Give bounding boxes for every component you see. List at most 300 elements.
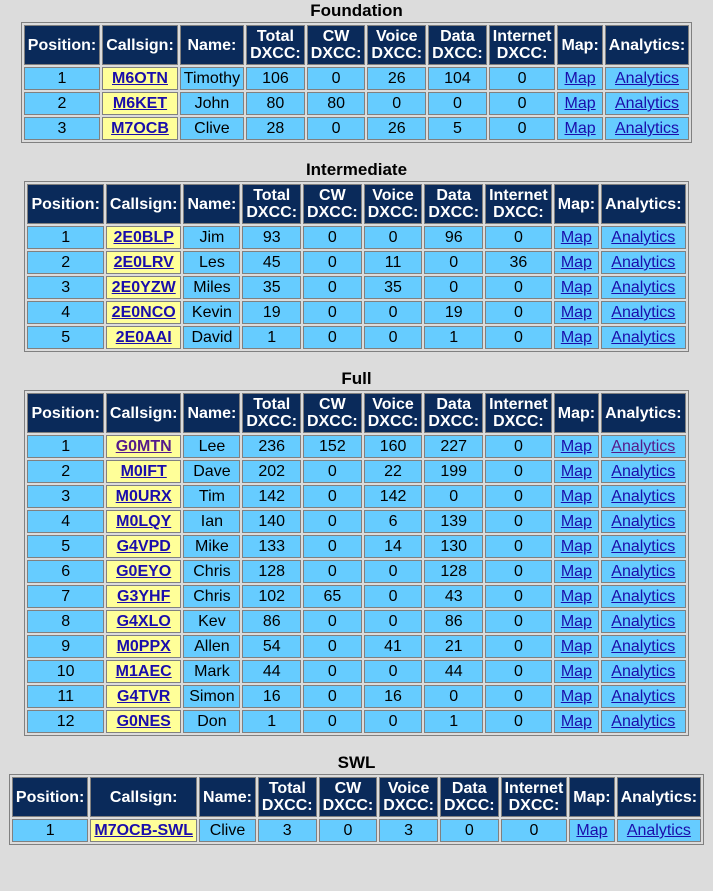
header-analytics: Analytics: <box>601 393 685 433</box>
map-cell <box>554 685 599 708</box>
total-dxcc-cell: 106 <box>246 67 305 90</box>
position-cell: 12 <box>27 710 103 733</box>
callsign-link[interactable]: 2E0YZW <box>111 279 176 296</box>
data-dxcc-cell: 0 <box>424 276 483 299</box>
data-dxcc-cell: 0 <box>440 819 499 842</box>
header-internet <box>485 184 552 224</box>
callsign-cell <box>106 585 182 608</box>
data-dxcc-cell: 104 <box>428 67 487 90</box>
callsign-cell <box>102 92 178 115</box>
map-cell <box>554 251 599 274</box>
map-link[interactable]: Map <box>560 254 592 271</box>
table-row <box>24 117 689 140</box>
header-map: Map: <box>554 184 599 224</box>
table-row <box>27 535 685 558</box>
callsign-link[interactable]: M1AEC <box>115 663 172 680</box>
internet-dxcc-cell: 0 <box>489 92 556 115</box>
map-cell <box>554 301 599 324</box>
internet-dxcc-cell: 0 <box>485 276 552 299</box>
callsign-link[interactable]: G4TVR <box>117 688 171 705</box>
header-map: Map: <box>557 25 602 65</box>
header-analytics: Analytics: <box>605 25 689 65</box>
map-cell <box>554 535 599 558</box>
analytics-cell <box>601 510 685 533</box>
header-line: DXCC: <box>428 204 480 221</box>
analytics-link[interactable]: Analytics <box>611 254 676 271</box>
analytics-link[interactable]: Analytics <box>611 613 676 630</box>
cw-dxcc-cell: 0 <box>303 710 362 733</box>
callsign-cell <box>106 560 182 583</box>
header-row <box>27 184 685 224</box>
callsign-link[interactable]: G0EYO <box>116 563 172 580</box>
table-row <box>27 610 685 633</box>
table-row <box>27 560 685 583</box>
header-line: Total <box>253 187 291 204</box>
callsign-link[interactable]: M6KET <box>112 95 168 112</box>
table-row <box>27 485 685 508</box>
voice-dxcc-cell: 0 <box>364 710 423 733</box>
map-cell <box>554 610 599 633</box>
table-row <box>27 326 685 349</box>
header-line: CW <box>322 28 350 45</box>
callsign-link[interactable]: G4XLO <box>116 613 171 630</box>
leaderboard-table <box>21 22 692 143</box>
total-dxcc-cell: 86 <box>242 610 301 633</box>
header-line: DXCC: <box>493 413 544 430</box>
voice-dxcc-cell: 0 <box>364 326 423 349</box>
map-link[interactable]: Map <box>560 513 592 530</box>
data-dxcc-cell: 130 <box>424 535 483 558</box>
callsign-link[interactable]: G4VPD <box>116 538 171 555</box>
cw-dxcc-cell: 0 <box>303 635 362 658</box>
header-line: Internet <box>489 187 548 204</box>
analytics-link[interactable]: Analytics <box>611 713 676 730</box>
total-dxcc-cell: 202 <box>242 460 301 483</box>
header-name: Name: <box>183 184 240 224</box>
data-dxcc-cell: 0 <box>424 251 483 274</box>
header-data <box>440 777 499 817</box>
analytics-cell <box>601 610 685 633</box>
callsign-link[interactable]: 2E0LRV <box>113 254 174 271</box>
internet-dxcc-cell: 0 <box>485 635 552 658</box>
analytics-link[interactable]: Analytics <box>614 70 680 87</box>
header-total <box>242 184 301 224</box>
cw-dxcc-cell: 0 <box>303 535 362 558</box>
cw-dxcc-cell: 0 <box>303 301 362 324</box>
name-cell: Clive <box>180 117 244 140</box>
table-row <box>27 510 685 533</box>
data-dxcc-cell: 199 <box>424 460 483 483</box>
header-line: DXCC: <box>322 797 374 814</box>
position-cell: 8 <box>27 610 103 633</box>
position-cell: 3 <box>27 485 103 508</box>
header-line: Internet <box>489 396 548 413</box>
name-cell: Mark <box>183 660 240 683</box>
voice-dxcc-cell: 26 <box>367 67 426 90</box>
callsign-link[interactable]: G0MTN <box>115 438 172 455</box>
table-row <box>27 585 685 608</box>
map-cell <box>554 485 599 508</box>
table-row <box>27 660 685 683</box>
name-cell: Simon <box>183 685 240 708</box>
total-dxcc-cell: 142 <box>242 485 301 508</box>
data-dxcc-cell: 139 <box>424 510 483 533</box>
section-title: Intermediate <box>305 160 408 179</box>
voice-dxcc-cell: 0 <box>364 560 423 583</box>
callsign-link[interactable]: 2E0AAI <box>115 329 172 346</box>
table-row <box>27 251 685 274</box>
map-cell <box>557 117 602 140</box>
header-line: Voice <box>372 396 414 413</box>
position-cell: 2 <box>24 92 100 115</box>
name-cell: Jim <box>183 226 240 249</box>
data-dxcc-cell: 0 <box>428 92 487 115</box>
cw-dxcc-cell: 0 <box>303 660 362 683</box>
table-row <box>27 685 685 708</box>
header-internet <box>485 393 552 433</box>
analytics-link[interactable]: Analytics <box>611 229 676 246</box>
data-dxcc-cell: 5 <box>428 117 487 140</box>
analytics-cell <box>617 819 701 842</box>
header-line: Internet <box>492 28 552 45</box>
voice-dxcc-cell: 22 <box>364 460 423 483</box>
header-position: Position: <box>24 25 100 65</box>
analytics-cell <box>601 710 685 733</box>
callsign-cell <box>106 251 182 274</box>
map-link[interactable]: Map <box>560 538 592 555</box>
map-cell <box>554 510 599 533</box>
cw-dxcc-cell: 0 <box>303 510 362 533</box>
callsign-link[interactable]: M7OCB-SWL <box>94 822 194 839</box>
header-data <box>424 393 483 433</box>
cw-dxcc-cell: 0 <box>303 485 362 508</box>
analytics-link[interactable]: Analytics <box>611 304 676 321</box>
callsign-cell <box>102 67 178 90</box>
header-line: Voice <box>387 780 430 797</box>
header-line: DXCC: <box>383 797 434 814</box>
callsign-cell <box>106 610 182 633</box>
name-cell: Clive <box>199 819 256 842</box>
callsign-cell <box>106 326 182 349</box>
header-line: Total <box>256 28 294 45</box>
internet-dxcc-cell: 36 <box>485 251 552 274</box>
header-row <box>27 393 685 433</box>
table-row <box>27 635 685 658</box>
analytics-link[interactable]: Analytics <box>611 688 676 705</box>
map-cell <box>554 276 599 299</box>
map-link[interactable]: Map <box>560 304 592 321</box>
table-row <box>12 819 701 842</box>
callsign-link[interactable]: M0IFT <box>120 463 167 480</box>
callsign-link[interactable]: M6OTN <box>111 70 168 87</box>
internet-dxcc-cell: 0 <box>501 819 568 842</box>
name-cell: Lee <box>183 435 240 458</box>
internet-dxcc-cell: 0 <box>485 660 552 683</box>
data-dxcc-cell: 0 <box>424 685 483 708</box>
cw-dxcc-cell: 0 <box>303 685 362 708</box>
analytics-cell <box>601 585 685 608</box>
header-line: DXCC: <box>428 413 480 430</box>
position-cell: 1 <box>24 67 100 90</box>
map-link[interactable]: Map <box>560 613 592 630</box>
position-cell: 3 <box>24 117 100 140</box>
leaderboard-table <box>24 181 688 352</box>
cw-dxcc-cell: 0 <box>303 560 362 583</box>
data-dxcc-cell: 1 <box>424 710 483 733</box>
cw-dxcc-cell: 0 <box>303 326 362 349</box>
analytics-link[interactable]: Analytics <box>611 463 676 480</box>
total-dxcc-cell: 35 <box>242 276 301 299</box>
header-line: DXCC: <box>310 45 362 62</box>
position-cell: 11 <box>27 685 103 708</box>
position-cell: 9 <box>27 635 103 658</box>
position-cell: 5 <box>27 326 103 349</box>
analytics-link[interactable]: Analytics <box>626 822 691 839</box>
analytics-link[interactable]: Analytics <box>611 588 676 605</box>
map-link[interactable]: Map <box>560 588 592 605</box>
header-line: Voice <box>372 187 414 204</box>
callsign-link[interactable]: G3YHF <box>117 588 171 605</box>
name-cell: Dave <box>183 460 240 483</box>
internet-dxcc-cell: 0 <box>485 510 552 533</box>
total-dxcc-cell: 1 <box>242 710 301 733</box>
section-title: Full <box>341 369 372 388</box>
leaderboard-table <box>9 774 704 845</box>
map-link[interactable]: Map <box>560 329 592 346</box>
header-line: Data <box>440 28 475 45</box>
map-link[interactable]: Map <box>560 563 592 580</box>
name-cell: Miles <box>183 276 240 299</box>
header-voice <box>379 777 438 817</box>
name-cell: Ian <box>183 510 240 533</box>
header-voice <box>364 184 423 224</box>
analytics-cell <box>601 685 685 708</box>
map-link[interactable]: Map <box>576 822 608 839</box>
analytics-link[interactable]: Analytics <box>611 513 676 530</box>
callsign-link[interactable]: M0PPX <box>116 638 171 655</box>
header-line: DXCC: <box>246 204 298 221</box>
map-link[interactable]: Map <box>560 463 592 480</box>
map-link[interactable]: Map <box>560 279 592 296</box>
total-dxcc-cell: 1 <box>242 326 301 349</box>
callsign-link[interactable]: M0URX <box>115 488 172 505</box>
total-dxcc-cell: 236 <box>242 435 301 458</box>
callsign-cell <box>102 117 178 140</box>
map-cell <box>557 67 602 90</box>
map-link[interactable]: Map <box>564 70 596 87</box>
cw-dxcc-cell: 80 <box>307 92 366 115</box>
internet-dxcc-cell: 0 <box>489 67 556 90</box>
analytics-link[interactable]: Analytics <box>614 95 680 112</box>
map-link[interactable]: Map <box>560 663 592 680</box>
map-cell <box>554 435 599 458</box>
position-cell: 7 <box>27 585 103 608</box>
table-row <box>27 710 685 733</box>
analytics-cell <box>601 276 685 299</box>
header-name: Name: <box>183 393 240 433</box>
total-dxcc-cell: 102 <box>242 585 301 608</box>
section-full <box>0 368 713 736</box>
total-dxcc-cell: 128 <box>242 560 301 583</box>
analytics-link[interactable]: Analytics <box>611 488 676 505</box>
analytics-link[interactable]: Analytics <box>611 279 676 296</box>
analytics-link[interactable]: Analytics <box>611 438 676 455</box>
header-cw <box>303 184 362 224</box>
internet-dxcc-cell: 0 <box>485 685 552 708</box>
internet-dxcc-cell: 0 <box>485 435 552 458</box>
voice-dxcc-cell: 11 <box>364 251 423 274</box>
data-dxcc-cell: 96 <box>424 226 483 249</box>
voice-dxcc-cell: 0 <box>364 301 423 324</box>
position-cell: 4 <box>27 510 103 533</box>
voice-dxcc-cell: 16 <box>364 685 423 708</box>
data-dxcc-cell: 44 <box>424 660 483 683</box>
total-dxcc-cell: 54 <box>242 635 301 658</box>
callsign-link[interactable]: 2E0NCO <box>111 304 176 321</box>
analytics-cell <box>601 226 685 249</box>
map-link[interactable]: Map <box>564 95 596 112</box>
callsign-link[interactable]: 2E0BLP <box>113 229 174 246</box>
header-internet <box>501 777 568 817</box>
header-position: Position: <box>27 393 103 433</box>
analytics-link[interactable]: Analytics <box>611 538 676 555</box>
callsign-cell <box>106 710 182 733</box>
header-name: Name: <box>180 25 244 65</box>
map-link[interactable]: Map <box>560 488 592 505</box>
voice-dxcc-cell: 0 <box>367 92 426 115</box>
analytics-link[interactable]: Analytics <box>614 120 680 137</box>
analytics-link[interactable]: Analytics <box>611 638 676 655</box>
analytics-link[interactable]: Analytics <box>611 663 676 680</box>
map-link[interactable]: Map <box>560 688 592 705</box>
map-link[interactable]: Map <box>560 229 592 246</box>
analytics-cell <box>601 485 685 508</box>
callsign-link[interactable]: M0LQY <box>116 513 172 530</box>
header-line: CW <box>319 187 346 204</box>
header-line: DXCC: <box>371 45 423 62</box>
internet-dxcc-cell: 0 <box>485 585 552 608</box>
callsign-cell <box>106 635 182 658</box>
header-analytics: Analytics: <box>617 777 701 817</box>
header-line: DXCC: <box>367 413 419 430</box>
header-line: Total <box>268 780 306 797</box>
header-callsign: Callsign: <box>90 777 197 817</box>
voice-dxcc-cell: 0 <box>364 660 423 683</box>
header-cw <box>307 25 366 65</box>
map-link[interactable]: Map <box>564 120 596 137</box>
cw-dxcc-cell: 0 <box>307 67 366 90</box>
header-line: DXCC: <box>307 204 358 221</box>
position-cell: 1 <box>12 819 88 842</box>
voice-dxcc-cell: 142 <box>364 485 423 508</box>
voice-dxcc-cell: 6 <box>364 510 423 533</box>
total-dxcc-cell: 45 <box>242 251 301 274</box>
analytics-link[interactable]: Analytics <box>611 329 676 346</box>
internet-dxcc-cell: 0 <box>485 460 552 483</box>
total-dxcc-cell: 44 <box>242 660 301 683</box>
header-line: DXCC: <box>508 797 560 814</box>
analytics-cell <box>601 635 685 658</box>
data-dxcc-cell: 1 <box>424 326 483 349</box>
header-line: Internet <box>504 780 564 797</box>
data-dxcc-cell: 0 <box>424 485 483 508</box>
analytics-cell <box>601 301 685 324</box>
section-title: SWL <box>337 753 376 772</box>
header-internet <box>489 25 556 65</box>
internet-dxcc-cell: 0 <box>485 301 552 324</box>
total-dxcc-cell: 16 <box>242 685 301 708</box>
position-cell: 2 <box>27 460 103 483</box>
header-name: Name: <box>199 777 256 817</box>
voice-dxcc-cell: 0 <box>364 585 423 608</box>
map-cell <box>554 226 599 249</box>
header-total <box>242 393 301 433</box>
map-cell <box>554 326 599 349</box>
map-link[interactable]: Map <box>560 713 592 730</box>
callsign-cell <box>106 460 182 483</box>
total-dxcc-cell: 80 <box>246 92 305 115</box>
header-row <box>12 777 701 817</box>
data-dxcc-cell: 19 <box>424 301 483 324</box>
cw-dxcc-cell: 0 <box>319 819 378 842</box>
header-voice <box>364 393 423 433</box>
analytics-cell <box>601 535 685 558</box>
header-data <box>424 184 483 224</box>
map-link[interactable]: Map <box>560 438 592 455</box>
name-cell: Chris <box>183 585 240 608</box>
analytics-cell <box>601 660 685 683</box>
header-total <box>258 777 317 817</box>
internet-dxcc-cell: 0 <box>485 535 552 558</box>
table-row <box>24 67 689 90</box>
header-line: DXCC: <box>246 413 298 430</box>
name-cell: Timothy <box>180 67 244 90</box>
callsign-link[interactable]: G0NES <box>116 713 171 730</box>
table-row <box>27 460 685 483</box>
voice-dxcc-cell: 14 <box>364 535 423 558</box>
position-cell: 1 <box>27 435 103 458</box>
map-cell <box>569 819 614 842</box>
position-cell: 2 <box>27 251 103 274</box>
cw-dxcc-cell: 0 <box>303 460 362 483</box>
callsign-cell <box>106 660 182 683</box>
data-dxcc-cell: 86 <box>424 610 483 633</box>
position-cell: 4 <box>27 301 103 324</box>
header-analytics: Analytics: <box>601 184 685 224</box>
position-cell: 5 <box>27 535 103 558</box>
analytics-link[interactable]: Analytics <box>611 563 676 580</box>
header-callsign: Callsign: <box>106 184 182 224</box>
callsign-cell <box>106 685 182 708</box>
name-cell: Don <box>183 710 240 733</box>
header-line: DXCC: <box>250 45 301 62</box>
name-cell: Tim <box>183 485 240 508</box>
total-dxcc-cell: 133 <box>242 535 301 558</box>
callsign-cell <box>106 435 182 458</box>
name-cell: John <box>180 92 244 115</box>
callsign-link[interactable]: M7OCB <box>111 120 169 137</box>
voice-dxcc-cell: 41 <box>364 635 423 658</box>
internet-dxcc-cell: 0 <box>485 326 552 349</box>
map-link[interactable]: Map <box>560 638 592 655</box>
callsign-cell <box>106 301 182 324</box>
internet-dxcc-cell: 0 <box>489 117 556 140</box>
data-dxcc-cell: 43 <box>424 585 483 608</box>
header-line: DXCC: <box>367 204 419 221</box>
analytics-cell <box>601 326 685 349</box>
header-callsign: Callsign: <box>102 25 178 65</box>
header-line: Data <box>436 396 472 413</box>
